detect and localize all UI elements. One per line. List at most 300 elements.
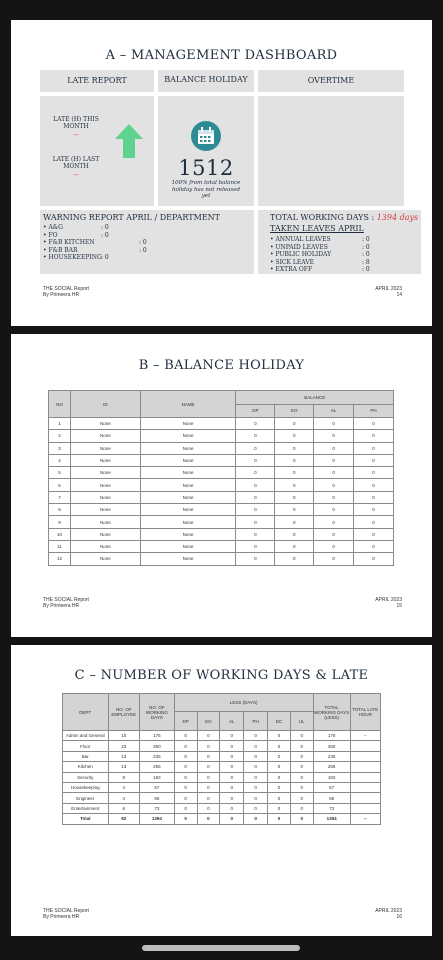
table-row (63, 751, 381, 761)
cell-total-working: 183 (313, 772, 350, 782)
cell-name: None (140, 467, 236, 479)
cell-eo: 0 (275, 504, 314, 516)
table-row (63, 782, 381, 792)
cell-id: None (70, 504, 140, 516)
col-employee: NO. OF EMPLOYEE (108, 694, 139, 731)
cell-al: 0 (220, 814, 244, 824)
cell-eo: 0 (275, 516, 314, 528)
cell-no: 9 (49, 516, 71, 528)
table-row (49, 528, 394, 540)
footer-brand (43, 908, 89, 920)
leave-item: • EXTRA OFF : 0 (270, 266, 370, 273)
cell-employee: 13 (108, 762, 139, 772)
cell-dp: 0 (236, 467, 275, 479)
cell-id: None (70, 479, 140, 491)
warning-dept: F&B BAR (48, 246, 78, 254)
col-ul: UL (290, 712, 313, 731)
cell-dp: 0 (236, 528, 275, 540)
table-row (49, 491, 394, 503)
table-row (49, 504, 394, 516)
cell-id: None (70, 516, 140, 528)
cell-al: 0 (314, 479, 354, 491)
table-row (63, 793, 381, 803)
cell-ph: 0 (354, 540, 394, 552)
cell-al: 0 (220, 793, 244, 803)
cell-name: None (140, 553, 236, 565)
cell-dp: 0 (236, 553, 275, 565)
leave-item: • PUBLIC HOLIDAY : 0 (270, 251, 370, 258)
cell-name: None (140, 418, 236, 430)
cell-ph: 0 (244, 793, 268, 803)
cell-ul: 0 (290, 814, 313, 824)
col-dp: DP (174, 712, 197, 731)
cell-employee: 82 (108, 814, 139, 824)
cell-dp: 0 (236, 418, 275, 430)
col-dc: DC (268, 712, 291, 731)
cell-ph: 0 (244, 741, 268, 751)
cell-employee: 23 (108, 741, 139, 751)
cell-total-working: 175 (313, 731, 350, 741)
cell-name: None (140, 528, 236, 540)
cell-dp: 0 (174, 772, 197, 782)
cell-total-late (350, 803, 380, 813)
cell-eo: 0 (197, 731, 220, 741)
cell-dp: 0 (174, 782, 197, 792)
cell-employee: 6 (108, 803, 139, 813)
cell-no: 7 (49, 491, 71, 503)
cell-eo: 0 (275, 430, 314, 442)
footer-brand (43, 597, 89, 609)
cell-dp: 0 (236, 504, 275, 516)
cell-al: 0 (220, 741, 244, 751)
overtime-header: OVERTIME (258, 70, 404, 92)
cell-ul: 0 (290, 803, 313, 813)
cell-dp: 0 (174, 762, 197, 772)
leave-value: : 0 (362, 266, 370, 273)
cell-al: 0 (220, 803, 244, 813)
cell-name: None (140, 430, 236, 442)
warning-report-title: WARNING REPORT APRIL / DEPARTMENT (43, 213, 220, 222)
cell-eo: 0 (275, 454, 314, 466)
cell-id: None (70, 553, 140, 565)
cell-ph: 0 (244, 762, 268, 772)
cell-al: 0 (314, 454, 354, 466)
cell-total-working: 1394 (313, 814, 350, 824)
cell-ph: 0 (354, 504, 394, 516)
cell-eo: 0 (197, 762, 220, 772)
leave-value: : 0 (362, 236, 370, 243)
leave-type: PUBLIC HOLIDAY (275, 251, 332, 258)
slide-title: A – MANAGEMENT DASHBOARD (105, 48, 338, 63)
cell-no: 4 (49, 454, 71, 466)
footer-brand (43, 286, 89, 298)
cell-name: None (140, 491, 236, 503)
cell-dp: 0 (174, 751, 197, 761)
cell-dc: 0 (268, 751, 291, 761)
cell-eo: 0 (197, 793, 220, 803)
cell-dept: Entertainment (63, 803, 109, 813)
page-number: 16 (396, 914, 402, 920)
cell-no: 2 (49, 430, 71, 442)
col-ph: PH (244, 712, 268, 731)
cell-id: None (70, 467, 140, 479)
cell-employee: 13 (108, 751, 139, 761)
warning-dept: A&G (48, 224, 63, 231)
cell-al: 0 (314, 442, 354, 454)
cell-total-working: 57 (313, 782, 350, 792)
late-last-month-value: -- (73, 171, 79, 179)
cell-dp: 0 (236, 442, 275, 454)
cell-working: 350 (140, 741, 175, 751)
cell-working: 183 (140, 772, 175, 782)
footer-line2: By Primeera HR (43, 292, 80, 298)
footer-line1: THE SOCIAL Report (43, 908, 89, 914)
col-al: AL (314, 404, 354, 417)
total-working-days-label: TOTAL WORKING DAYS : (270, 213, 377, 222)
cell-no: 5 (49, 467, 71, 479)
cell-dp: 0 (174, 793, 197, 803)
cell-id: None (70, 491, 140, 503)
cell-dept: Floor (63, 741, 109, 751)
cell-eo: 0 (275, 442, 314, 454)
cell-working: 175 (140, 731, 175, 741)
cell-id: None (70, 540, 140, 552)
cell-id: None (70, 442, 140, 454)
cell-dc: 0 (268, 741, 291, 751)
cell-ph: 0 (354, 553, 394, 565)
leave-item: • UNPAID LEAVES : 0 (270, 243, 370, 251)
cell-dp: 0 (174, 803, 197, 813)
cell-total-late (350, 782, 380, 792)
footer-month: APRIL 2023 (375, 286, 402, 292)
warning-item: • FO : 0 (43, 231, 109, 239)
col-al: AL (220, 712, 244, 731)
cell-name: None (140, 442, 236, 454)
overtime-panel (258, 96, 404, 206)
cell-al: 0 (314, 418, 354, 430)
table-row (63, 762, 381, 772)
up-arrow-icon (115, 124, 143, 158)
cell-ul: 0 (290, 782, 313, 792)
col-ph: PH (354, 404, 394, 417)
cell-ph: 0 (244, 814, 268, 824)
cell-dept: Bar (63, 751, 109, 761)
cell-eo: 0 (275, 418, 314, 430)
leave-type: ANNUAL LEAVES (275, 236, 331, 243)
cell-total-working: 255 (313, 762, 350, 772)
cell-dp: 0 (174, 814, 197, 824)
cell-al: 0 (220, 762, 244, 772)
cell-ul: 0 (290, 741, 313, 751)
cell-dept: Security (63, 772, 109, 782)
table-row (49, 467, 394, 479)
footer-month: APRIL 2023 (375, 597, 402, 603)
cell-ph: 0 (354, 418, 394, 430)
cell-name: None (140, 504, 236, 516)
cell-eo: 0 (275, 479, 314, 491)
late-last-month-label: LATE (H) LAST MONTH (52, 156, 100, 170)
cell-dp: 0 (174, 741, 197, 751)
cell-dept: Total (63, 814, 109, 824)
leave-value: : 0 (362, 251, 370, 258)
table-row (49, 418, 394, 430)
cell-ph: 0 (244, 782, 268, 792)
table-row (49, 479, 394, 491)
cell-ph: 0 (354, 516, 394, 528)
cell-al: 0 (220, 772, 244, 782)
cell-dept: Housekeeping (63, 782, 109, 792)
cell-dp: 0 (236, 491, 275, 503)
cell-total-working: 235 (313, 751, 350, 761)
col-total-working: TOTAL WORKING DAYS (LESS) (313, 694, 350, 731)
cell-eo: 0 (197, 751, 220, 761)
table-row (63, 731, 381, 741)
cell-al: 0 (314, 467, 354, 479)
cell-al: 0 (220, 751, 244, 761)
balance-holiday-note: 100% from total balance holiday has not released yet (171, 180, 241, 199)
cell-ph: 0 (244, 803, 268, 813)
cell-total-late (350, 772, 380, 782)
cell-no: 1 (49, 418, 71, 430)
cell-total-working: 350 (313, 741, 350, 751)
cell-working: 66 (140, 793, 175, 803)
late-this-month-label: LATE (H) THIS MONTH (53, 116, 99, 130)
cell-name: None (140, 540, 236, 552)
cell-working: 235 (140, 751, 175, 761)
cell-dp: 0 (236, 516, 275, 528)
cell-al: 0 (314, 553, 354, 565)
balance-holiday-header: BALANCE HOLIDAY (158, 70, 254, 92)
cell-eo: 0 (275, 540, 314, 552)
warning-dept: HOUSEKEEPING (48, 254, 102, 261)
warning-item: • A&G : 0 (43, 224, 109, 231)
leave-item: • SICK LEAVE : 8 (270, 258, 370, 266)
calendar-icon (191, 121, 221, 151)
slide-title: C – NUMBER OF WORKING DAYS & LATE (74, 668, 369, 683)
col-name: NAME (140, 391, 236, 418)
cell-ph: 0 (354, 528, 394, 540)
cell-total-late (350, 751, 380, 761)
table-total-row (63, 814, 381, 824)
cell-ul: 0 (290, 751, 313, 761)
working-days-table (62, 693, 381, 825)
footer-line1: THE SOCIAL Report (43, 286, 89, 292)
cell-total-working: 66 (313, 793, 350, 803)
col-no: NO (49, 391, 71, 418)
cell-ph: 0 (354, 491, 394, 503)
cell-dp: 0 (236, 479, 275, 491)
footer-month: APRIL 2023 (375, 908, 402, 914)
cell-ph: 0 (244, 751, 268, 761)
late-report-header: LATE REPORT (40, 70, 154, 92)
cell-eo: 0 (197, 814, 220, 824)
cell-no: 8 (49, 504, 71, 516)
cell-name: None (140, 479, 236, 491)
cell-dc: 0 (268, 803, 291, 813)
cell-dc: 0 (268, 793, 291, 803)
warning-report-list (43, 224, 243, 262)
cell-ph: 0 (354, 454, 394, 466)
cell-eo: 0 (275, 528, 314, 540)
cell-dc: 0 (268, 814, 291, 824)
cell-eo: 0 (197, 741, 220, 751)
cell-no: 12 (49, 553, 71, 565)
page-number: 15 (396, 603, 402, 609)
cell-al: 0 (314, 516, 354, 528)
cell-eo: 0 (275, 553, 314, 565)
balance-holiday-table (48, 390, 394, 566)
taken-leaves-list (270, 236, 410, 274)
cell-ph: 0 (354, 430, 394, 442)
warning-dept: FO (48, 231, 58, 239)
leave-value: : 8 (362, 258, 370, 266)
cell-eo: 0 (197, 782, 220, 792)
cell-dp: 0 (236, 540, 275, 552)
table-row (49, 540, 394, 552)
warning-value: : 0 (101, 254, 109, 261)
cell-al: 0 (220, 731, 244, 741)
slide-working-days (11, 645, 432, 936)
leave-type: UNPAID LEAVES (275, 243, 328, 251)
total-working-days-value: 1394 days (376, 213, 419, 222)
cell-ul: 0 (290, 731, 313, 741)
slide-management-dashboard (11, 20, 432, 326)
table-row (63, 803, 381, 813)
cell-no: 10 (49, 528, 71, 540)
footer-line2: By Primeera HR (43, 914, 80, 920)
cell-employee: 10 (108, 731, 139, 741)
leave-type: EXTRA OFF (275, 266, 313, 273)
horizontal-scrollbar[interactable] (142, 945, 300, 951)
cell-employee: 4 (108, 793, 139, 803)
cell-working: 57 (140, 782, 175, 792)
leave-value: : 0 (362, 243, 370, 251)
cell-dp: 0 (174, 731, 197, 741)
table-row (63, 741, 381, 751)
table-row (49, 442, 394, 454)
warning-value: : 0 (139, 246, 147, 254)
cell-working: 255 (140, 762, 175, 772)
col-dp: DP (236, 404, 275, 417)
cell-dept: Admin and General (63, 731, 109, 741)
col-eo: EO (197, 712, 220, 731)
col-id: ID (70, 391, 140, 418)
cell-dc: 0 (268, 731, 291, 741)
warning-value: : 0 (101, 224, 109, 231)
col-total-late: TOTAL LATE HOUR (350, 694, 380, 731)
cell-no: 11 (49, 540, 71, 552)
cell-dc: 0 (268, 762, 291, 772)
cell-dp: 0 (236, 454, 275, 466)
table-row (49, 430, 394, 442)
cell-al: 0 (314, 430, 354, 442)
cell-total-late: -- (350, 814, 380, 824)
cell-name: None (140, 516, 236, 528)
total-working-days (270, 213, 418, 222)
leave-type: SICK LEAVE (275, 258, 315, 266)
cell-eo: 0 (197, 772, 220, 782)
cell-working: 1394 (140, 814, 175, 824)
cell-eo: 0 (275, 467, 314, 479)
footer-date (375, 286, 402, 298)
cell-id: None (70, 454, 140, 466)
table-row (63, 772, 381, 782)
warning-item: • HOUSEKEEPING : 0 (43, 254, 109, 261)
table-row (49, 516, 394, 528)
cell-dp: 0 (236, 430, 275, 442)
footer-date (375, 597, 402, 609)
cell-working: 73 (140, 803, 175, 813)
warning-dept: F&B KITCHEN (48, 239, 95, 246)
col-less-days: LESS (DAYS) (174, 694, 313, 712)
table-row (49, 454, 394, 466)
cell-ph: 0 (244, 731, 268, 741)
footer-line2: By Primeera HR (43, 603, 80, 609)
col-dept: DEPT (63, 694, 109, 731)
footer-date (375, 908, 402, 920)
cell-al: 0 (314, 491, 354, 503)
balance-holiday-value: 1512 (178, 156, 234, 180)
warning-value: : 0 (139, 239, 147, 246)
cell-id: None (70, 418, 140, 430)
col-balance: BALANCE (236, 391, 394, 405)
cell-total-late (350, 793, 380, 803)
warning-value: : 0 (101, 231, 109, 239)
cell-total-late (350, 741, 380, 751)
cell-total-working: 73 (313, 803, 350, 813)
cell-ph: 0 (354, 442, 394, 454)
table-row (49, 553, 394, 565)
late-this-month-value: -- (73, 131, 79, 139)
slide-title: B – BALANCE HOLIDAY (138, 358, 305, 373)
cell-no: 3 (49, 442, 71, 454)
cell-dc: 0 (268, 782, 291, 792)
cell-id: None (70, 528, 140, 540)
cell-dept: Engineer (63, 793, 109, 803)
slide-balance-holiday (11, 334, 432, 637)
cell-ul: 0 (290, 762, 313, 772)
leave-item: • ANNUAL LEAVES : 0 (270, 236, 370, 243)
cell-employee: 9 (108, 772, 139, 782)
cell-total-late: -- (350, 731, 380, 741)
col-working-days: NO. OF WORKING DAYS (140, 694, 175, 731)
warning-item: • F&B KITCHEN : 0 (43, 239, 147, 246)
cell-ph: 0 (244, 772, 268, 782)
cell-dept: Kitchen (63, 762, 109, 772)
cell-dc: 0 (268, 772, 291, 782)
cell-no: 6 (49, 479, 71, 491)
cell-employee: 4 (108, 782, 139, 792)
col-eo: EO (275, 404, 314, 417)
page-number: 14 (396, 292, 402, 298)
footer-line1: THE SOCIAL Report (43, 597, 89, 603)
cell-name: None (140, 454, 236, 466)
cell-ph: 0 (354, 467, 394, 479)
cell-ul: 0 (290, 793, 313, 803)
cell-eo: 0 (275, 491, 314, 503)
cell-eo: 0 (197, 803, 220, 813)
cell-al: 0 (220, 782, 244, 792)
cell-al: 0 (314, 540, 354, 552)
cell-id: None (70, 430, 140, 442)
cell-ul: 0 (290, 772, 313, 782)
taken-leaves-title: TAKEN LEAVES APRIL (270, 224, 364, 233)
warning-item: • F&B BAR : 0 (43, 246, 147, 254)
cell-total-late (350, 762, 380, 772)
cell-ph: 0 (354, 479, 394, 491)
cell-al: 0 (314, 528, 354, 540)
cell-al: 0 (314, 504, 354, 516)
